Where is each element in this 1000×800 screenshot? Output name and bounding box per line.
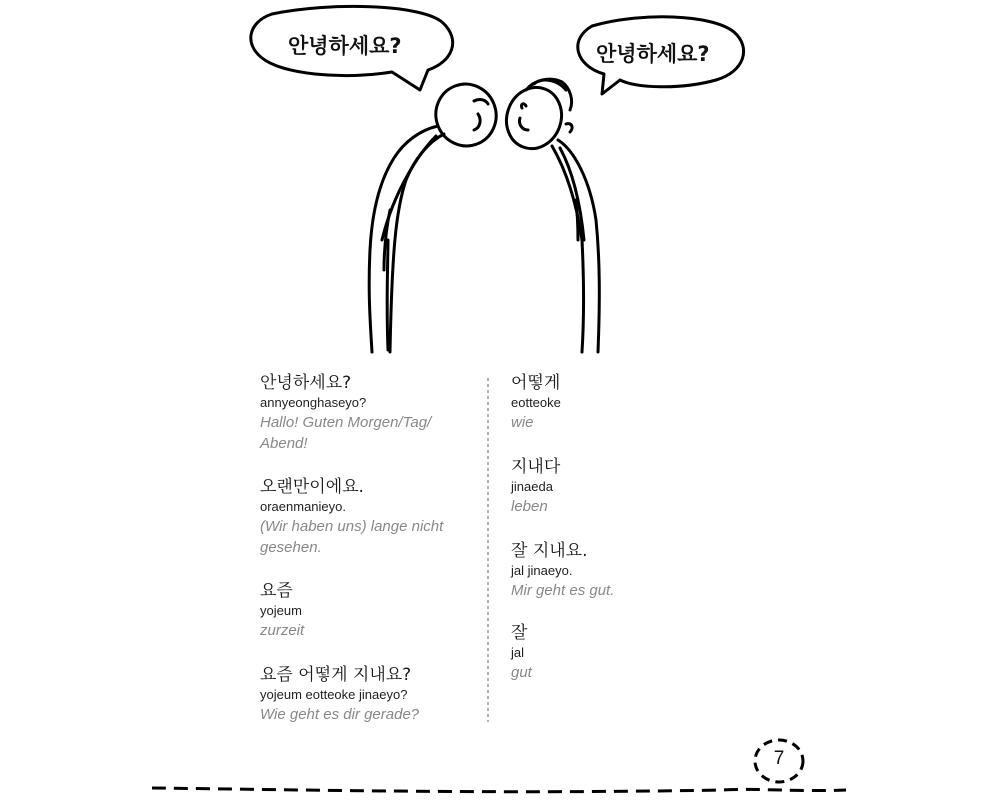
vocab-entry (260, 372, 485, 476)
korean-term: 잘 지내요. (511, 541, 588, 561)
romanization: yojeum eotteoke jinaeyo? (260, 687, 408, 702)
bubble-left-text: 안녕하세요? (288, 34, 402, 58)
german-translation: zurzeit (260, 622, 305, 639)
romanization: jal (511, 645, 525, 660)
vocab-entry (260, 580, 485, 664)
romanization: annyeonghaseyo? (260, 395, 367, 410)
korean-term: 요즘 어떻게 지내요? (260, 665, 412, 685)
vocab-entry (511, 456, 711, 540)
german-translation: Hallo! Guten Morgen/Tag/ Abend! (260, 414, 432, 452)
romanization: yojeum (260, 603, 302, 618)
vocab-entry (511, 622, 711, 683)
bottom-dashed-line (152, 788, 846, 792)
german-translation: gut (511, 664, 532, 681)
german-translation: Wie geht es dir gerade? (260, 706, 420, 723)
korean-term: 안녕하세요? (260, 373, 352, 393)
romanization: oraenmanieyo. (260, 499, 346, 514)
german-translation: (Wir haben uns) lange nicht gesehen. (260, 518, 444, 556)
vocab-left-column (260, 372, 485, 725)
korean-term: 잘 (511, 623, 528, 643)
vocab-entry (511, 540, 711, 622)
romanization: eotteoke (511, 395, 561, 410)
vocab-entry (260, 476, 485, 580)
vocab-entry (511, 372, 711, 456)
korean-term: 어떻게 (511, 373, 561, 393)
vocab-right-column (511, 372, 711, 683)
german-translation: wie (511, 414, 534, 431)
korean-term: 오랜만이에요. (260, 477, 364, 497)
korean-term: 지내다 (511, 457, 561, 477)
page-number: 7 (773, 748, 785, 769)
german-translation: leben (511, 498, 548, 515)
vocab-entry (260, 664, 485, 725)
right-person-figure (498, 79, 599, 352)
romanization: jal jinaeyo. (511, 563, 573, 578)
left-person-figure (369, 76, 505, 352)
bubble-right-text: 안녕하세요? (596, 42, 710, 66)
german-translation: Mir geht es gut. (511, 582, 615, 599)
romanization: jinaeda (511, 479, 553, 494)
korean-term: 요즘 (260, 581, 293, 601)
